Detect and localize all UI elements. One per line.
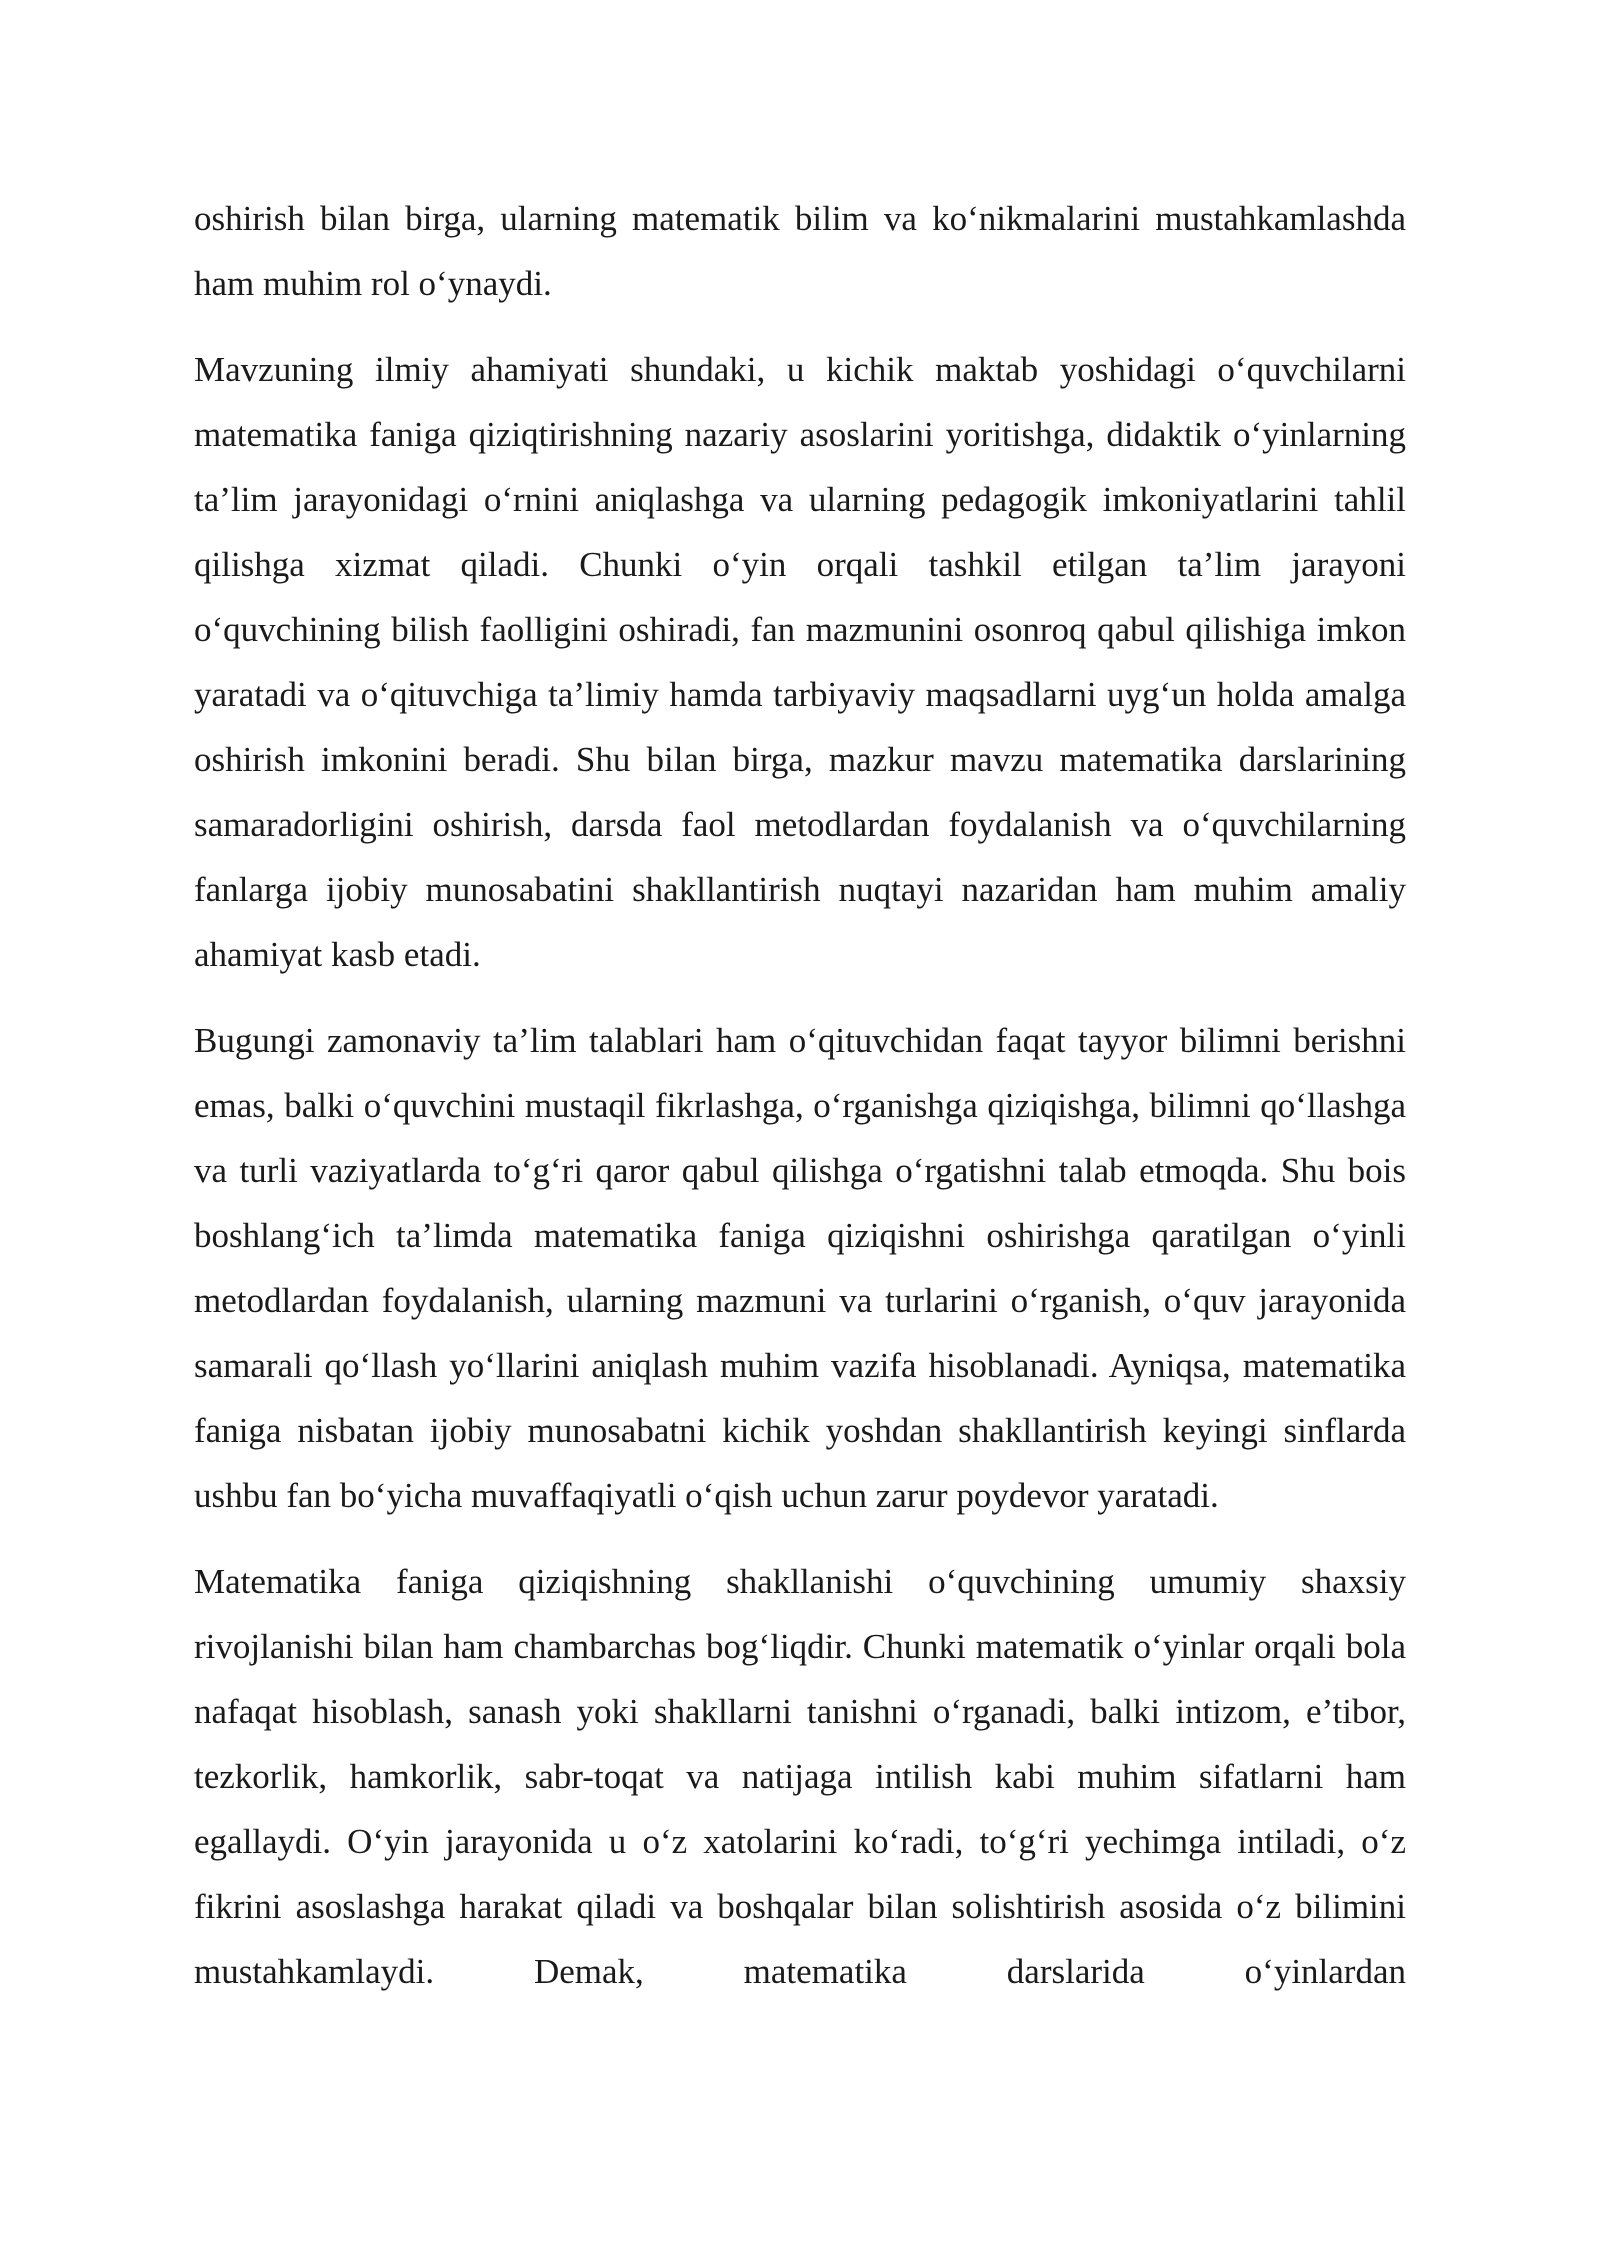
document-body [194, 186, 1406, 2025]
paragraph-4: Matematika faniga qiziqishning shakllanishi o‘quvchining umumiy shaxsiy rivojlanishi bilan ham chambarchas bog‘liqdir. Chunki matematik o‘yinlar orqali bola nafaqat hisoblash, sanash yoki shakllarni tanishni o‘rganadi, balki intizom, e’tibor, tezkorlik, hamkorlik, sabr-toqat va natijaga intilish kabi muhim sifatlarni ham egallaydi. O‘yin jarayonida u o‘z xatolarini ko‘radi, to‘g‘ri yechimga intiladi, o‘z fikrini asoslashga harakat qiladi va boshqalar bilan solishtirish asosida o‘z bilimini mustahkamlaydi. Demak, matematika darslarida o‘yinlardan [194, 1562, 1406, 1991]
paragraph-1: oshirish bilan birga, ularning matematik bilim va ko‘nikmalarini mustahkamlashda ham muhim rol o‘ynaydi. [194, 199, 1406, 303]
paragraph-2: Mavzuning ilmiy ahamiyati shundaki, u kichik maktab yoshidagi o‘quvchilarni matematika faniga qiziqtirishning nazariy asoslarini yoritishga, didaktik o‘yinlarning ta’lim jarayonidagi o‘rnini aniqlashga va ularning pedagogik imkoniyatlarini tahlil qilishga xizmat qiladi. Chunki o‘yin orqali tashkil etilgan ta’lim jarayoni o‘quvchining bilish faolligini oshiradi, fan mazmunini osonroq qabul qilishiga imkon yaratadi va o‘qituvchiga ta’limiy hamda tarbiyaviy maqsadlarni uyg‘un holda amalga oshirish imkonini beradi. Shu bilan birga, mazkur mavzu matematika darslarining samaradorligini oshirish, darsda faol metodlardan foydalanish va o‘quvchilarning fanlarga ijobiy munosabatini shakllantirish nuqtayi nazaridan ham muhim amaliy ahamiyat kasb etadi. [194, 350, 1406, 974]
paragraph-3: Bugungi zamonaviy ta’lim talablari ham o‘qituvchidan faqat tayyor bilimni berishni emas, balki o‘quvchini mustaqil fikrlashga, o‘rganishga qiziqishga, bilimni qo‘llashga va turli vaziyatlarda to‘g‘ri qaror qabul qilishga o‘rgatishni talab etmoqda. Shu bois boshlang‘ich ta’limda matematika faniga qiziqishni oshirishga qaratilgan o‘yinli metodlardan foydalanish, ularning mazmuni va turlarini o‘rganish, o‘quv jarayonida samarali qo‘llash yo‘llarini aniqlash muhim vazifa hisoblanadi. Ayniqsa, matematika faniga nisbatan ijobiy munosabatni kichik yoshdan shakllantirish keyingi sinflarda ushbu fan bo‘yicha muvaffaqiyatli o‘qish uchun zarur poydevor yaratadi. [194, 1021, 1406, 1515]
